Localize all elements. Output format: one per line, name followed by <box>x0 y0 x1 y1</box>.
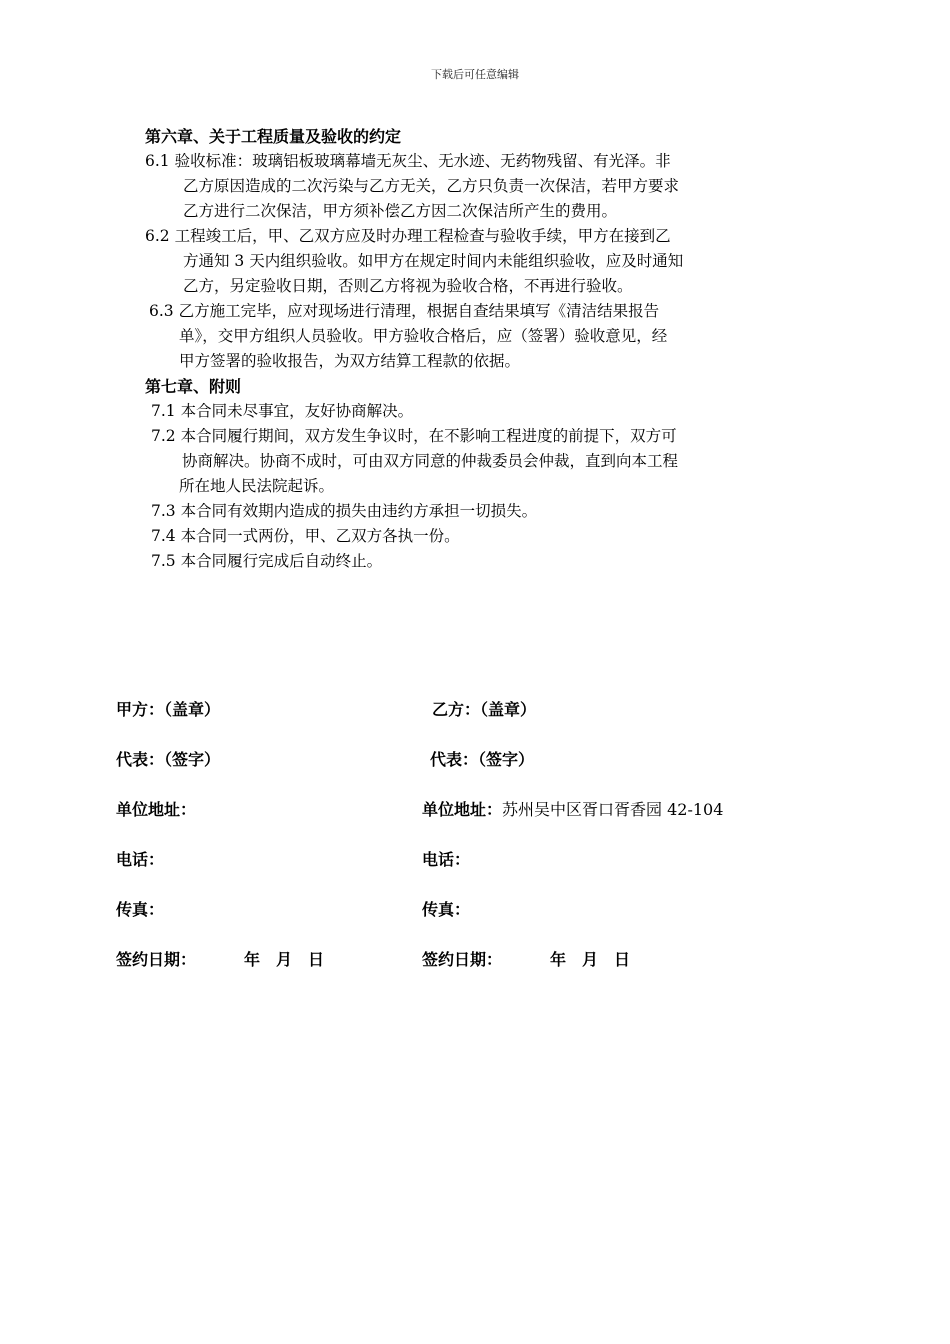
fax-row <box>116 898 836 948</box>
party-b-date-label: 签约日期： <box>422 950 503 969</box>
party-b-address-label: 单位地址： <box>422 800 503 819</box>
clause-6-1 <box>145 149 810 224</box>
party-a-address <box>116 798 196 822</box>
party-a-fax: 传真： <box>116 900 165 919</box>
clause-6-3 <box>145 299 810 374</box>
party-b-rep: 代表：（签字） <box>430 750 535 769</box>
party-a-date-label: 签约日期： <box>116 950 197 969</box>
clause-line: 单》，交甲方组织人员验收。甲方验收合格后，应（签署）验收意见，经 <box>179 327 668 345</box>
clause-line: 6.1 验收标准：玻璃铝板玻璃幕墙无灰尘、无水迹、无药物残留、有光泽。非 <box>145 152 671 170</box>
clause-line: 7.4 本合同一式两份，甲、乙双方各执一份。 <box>151 527 460 545</box>
party-b-seal: 乙方：（盖章） <box>432 700 537 719</box>
clause-7-1 <box>151 399 810 424</box>
party-a-phone: 电话： <box>116 850 165 869</box>
clause-line: 甲方签署的验收报告，为双方结算工程款的依据。 <box>179 352 521 370</box>
signature-block <box>116 698 836 998</box>
clause-line: 所在地人民法院起诉。 <box>179 477 335 495</box>
header-note: 下载后可任意编辑 <box>431 68 519 81</box>
clause-7-4 <box>151 524 810 549</box>
party-a-address-label: 单位地址： <box>116 800 197 819</box>
party-b-fax: 传真： <box>422 900 471 919</box>
seal-row <box>116 698 836 748</box>
party-a-date <box>116 948 324 972</box>
clause-line: 乙方原因造成的二次污染与乙方无关，乙方只负责一次保洁，若甲方要求 <box>183 177 680 195</box>
clause-line: 乙方，另定验收日期，否则乙方将视为验收合格，不再进行验收。 <box>183 277 633 295</box>
address-row <box>116 798 836 848</box>
chapter6-title: 第六章、关于工程质量及验收的约定 <box>145 127 402 146</box>
rep-row <box>116 748 836 798</box>
clause-line: 6.3 乙方施工完毕，应对现场进行清理，根据自查结果填写《清洁结果报告 <box>149 302 660 320</box>
phone-row <box>116 848 836 898</box>
contract-body <box>145 124 810 574</box>
party-b-date <box>422 948 630 972</box>
clause-line: 乙方进行二次保洁，甲方须补偿乙方因二次保洁所产生的费用。 <box>183 202 618 220</box>
clause-7-3 <box>151 499 810 524</box>
clause-line: 协商解决。协商不成时，可由双方同意的仲裁委员会仲裁，直到向本工程 <box>182 452 679 470</box>
clause-line: 方通知 3 天内组织验收。如甲方在规定时间内未能组织验收，应及时通知 <box>183 252 684 270</box>
clause-line: 7.2 本合同履行期间，双方发生争议时，在不影响工程进度的前提下，双方可 <box>151 427 677 445</box>
clause-line: 7.5 本合同履行完成后自动终止。 <box>151 552 383 570</box>
clause-7-5 <box>151 549 810 574</box>
clause-line: 7.3 本合同有效期内造成的损失由违约方承担一切损失。 <box>151 502 538 520</box>
clause-line: 7.1 本合同未尽事宜，友好协商解决。 <box>151 402 414 420</box>
clause-line: 6.2 工程竣工后，甲、乙双方应及时办理工程检查与验收手续，甲方在接到乙 <box>145 227 671 245</box>
chapter7-title: 第七章、附则 <box>145 377 242 396</box>
clause-7-2 <box>151 424 810 499</box>
date-row <box>116 948 836 998</box>
party-a-rep: 代表：（签字） <box>116 750 221 769</box>
clause-6-2 <box>145 224 810 299</box>
party-b-address-value: 苏州吴中区胥口胥香园 42-104 <box>502 800 724 819</box>
party-a-seal: 甲方：（盖章） <box>116 700 221 719</box>
chapter6-clauses <box>145 149 810 374</box>
party-b-address <box>422 798 723 822</box>
party-a-date-fill: 年 月 日 <box>244 950 325 969</box>
chapter7-clauses <box>145 399 810 574</box>
party-b-phone: 电话： <box>422 850 471 869</box>
party-b-date-fill: 年 月 日 <box>550 950 631 969</box>
